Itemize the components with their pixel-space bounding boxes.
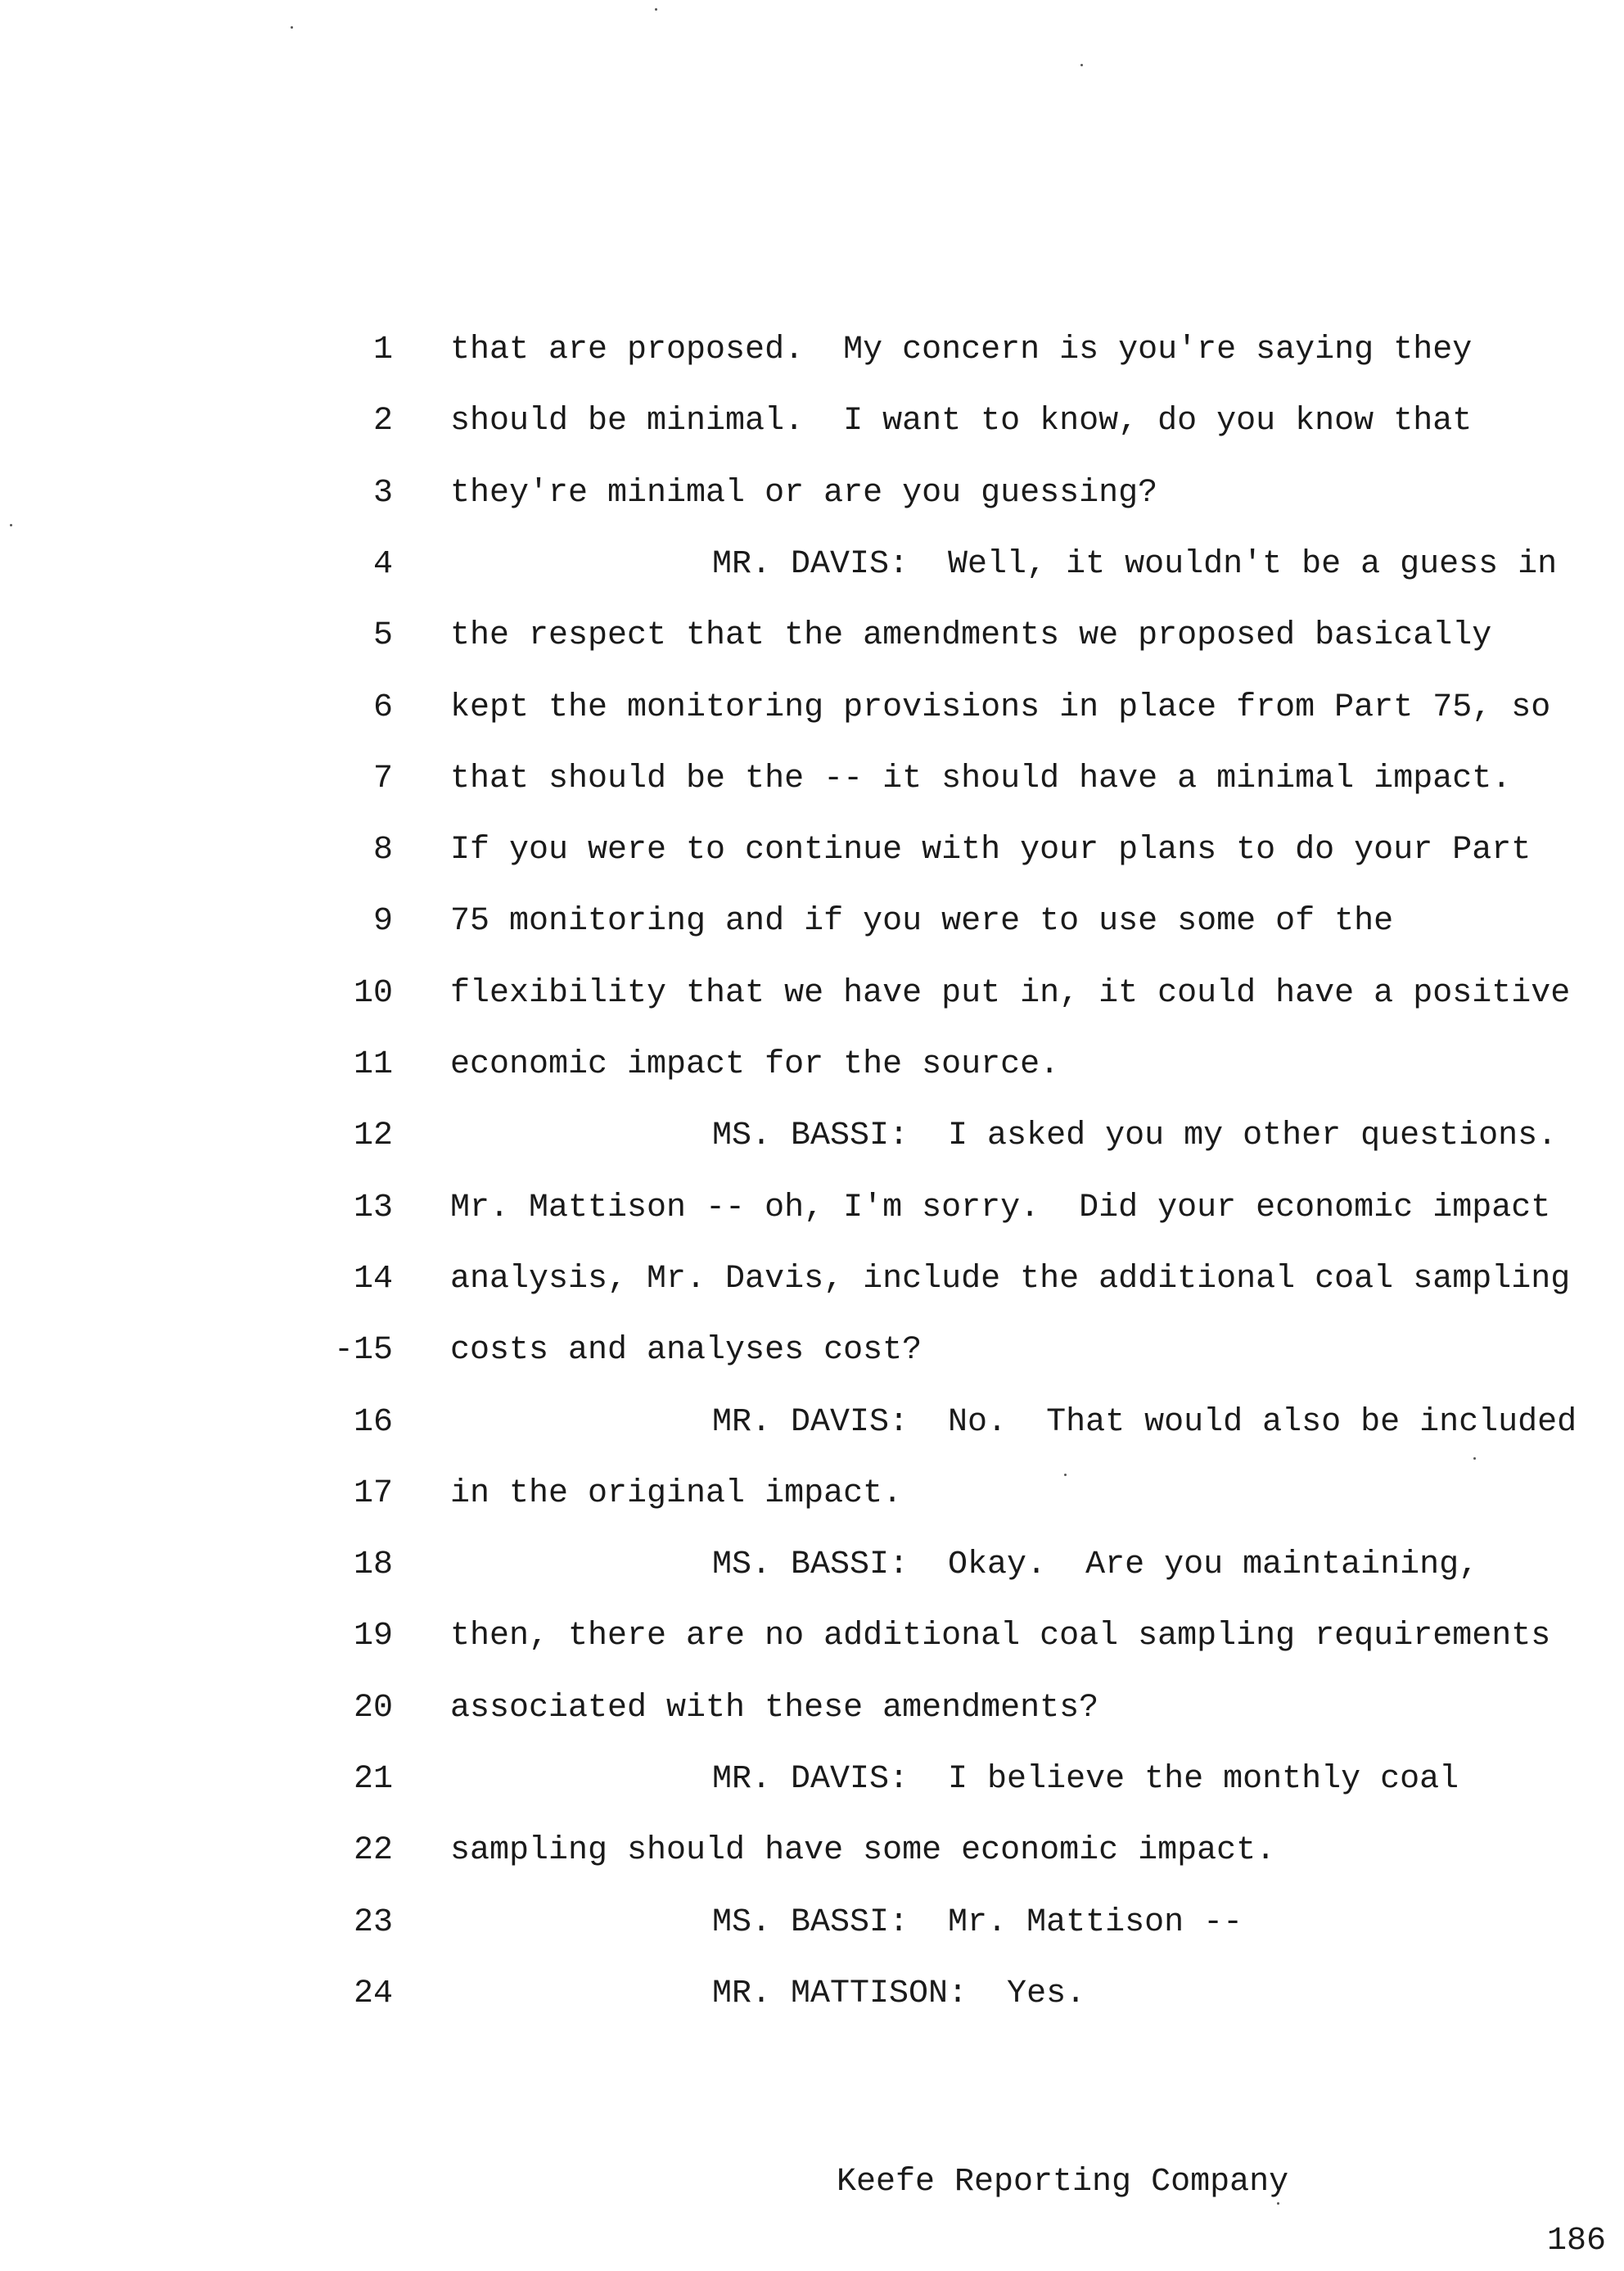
transcript-line [0,464,1624,523]
transcript-line [0,1036,1624,1095]
transcript-line [0,607,1624,666]
line-number: 21 [353,1761,393,1798]
line-number: 12 [353,1117,393,1154]
scan-speck [10,524,12,526]
transcript-line [0,964,1624,1023]
scan-speck [1064,1474,1067,1476]
transcript-line [0,892,1624,951]
line-number: 6 [372,689,393,726]
transcript-line [0,1179,1624,1238]
line-text: that should be the -- it should have a minimal impact. [450,761,1512,797]
line-number: 19 [353,1618,393,1655]
line-text: should be minimal. I want to know, do you know that [450,403,1473,440]
reporting-company-name: Keefe Reporting Company [837,2164,1289,2201]
scan-speck [1277,2202,1279,2205]
line-text: costs and analyses cost? [450,1332,923,1369]
line-text: 75 monitoring and if you were to use some of the [450,903,1394,940]
line-text: analysis, Mr. Davis, include the additional coal sampling [450,1261,1571,1298]
transcript-line [0,1894,1624,1953]
line-text: they're minimal or are you guessing? [450,475,1158,512]
transcript-line [0,1250,1624,1309]
line-number: 3 [372,475,393,512]
line-number: 4 [372,546,393,583]
page-number: 186 [1547,2223,1607,2260]
speaker-line-text: MR. DAVIS: Well, it wouldn't be a guess in [712,546,1558,583]
scan-speck [655,8,657,11]
line-number: 5 [372,617,393,654]
transcript-line [0,535,1624,594]
line-text: kept the monitoring provisions in place from Part 75, so [450,689,1551,726]
speaker-line-text: MR. DAVIS: I believe the monthly coal [712,1761,1459,1798]
scan-speck [291,26,293,29]
line-text: sampling should have some economic impact. [450,1832,1276,1869]
transcript-line [0,1822,1624,1880]
transcript-line [0,1536,1624,1595]
line-number: 8 [372,832,393,869]
line-text: then, there are no additional coal sampling requirements [450,1618,1551,1655]
line-text: Mr. Mattison -- oh, I'm sorry. Did your economic impact [450,1190,1551,1226]
transcript-line [0,1465,1624,1524]
transcript-line [0,321,1624,380]
line-text: that are proposed. My concern is you're saying they [450,332,1473,368]
line-number: -15 [333,1332,393,1369]
line-number: 11 [353,1046,393,1083]
speaker-line-text: MR. DAVIS: No. That would also be included [712,1404,1577,1441]
line-number: 9 [372,903,393,940]
line-number: 10 [353,975,393,1012]
line-number: 24 [353,1975,393,2012]
page-footer [0,2094,1624,2260]
line-text: flexibility that we have put in, it could have a positive [450,975,1571,1012]
scan-speck [1080,64,1083,66]
line-number: 22 [353,1832,393,1869]
line-number: 2 [372,403,393,440]
speaker-line-text: MR. MATTISON: Yes. [712,1975,1086,2012]
line-text: economic impact for the source. [450,1046,1060,1083]
line-text: the respect that the amendments we proposed basically [450,617,1492,654]
line-number: 23 [353,1904,393,1941]
speaker-line-text: MS. BASSI: Mr. Mattison -- [712,1904,1243,1941]
transcript-line [0,392,1624,451]
speaker-line-text: MS. BASSI: Okay. Are you maintaining, [712,1546,1479,1583]
transcript-line [0,1965,1624,2024]
transcript-line [0,679,1624,738]
transcript-line [0,1679,1624,1738]
line-number: 18 [353,1546,393,1583]
line-number: 17 [353,1475,393,1512]
transcript-line [0,1321,1624,1380]
transcript-line [0,1607,1624,1666]
line-number: 14 [353,1261,393,1298]
line-text: If you were to continue with your plans to do your Part [450,832,1532,869]
line-number: 20 [353,1690,393,1727]
transcript-line [0,1750,1624,1809]
line-number: 1 [372,332,393,368]
transcript-line [0,750,1624,809]
transcript-line [0,1107,1624,1166]
line-number: 7 [372,761,393,797]
line-text: in the original impact. [450,1475,903,1512]
transcript-line [0,1393,1624,1452]
line-text: associated with these amendments? [450,1690,1099,1727]
line-number: 16 [353,1404,393,1441]
speaker-line-text: MS. BASSI: I asked you my other questions. [712,1117,1558,1154]
line-number: 13 [353,1190,393,1226]
scan-speck [1473,1457,1476,1460]
transcript-line [0,821,1624,880]
